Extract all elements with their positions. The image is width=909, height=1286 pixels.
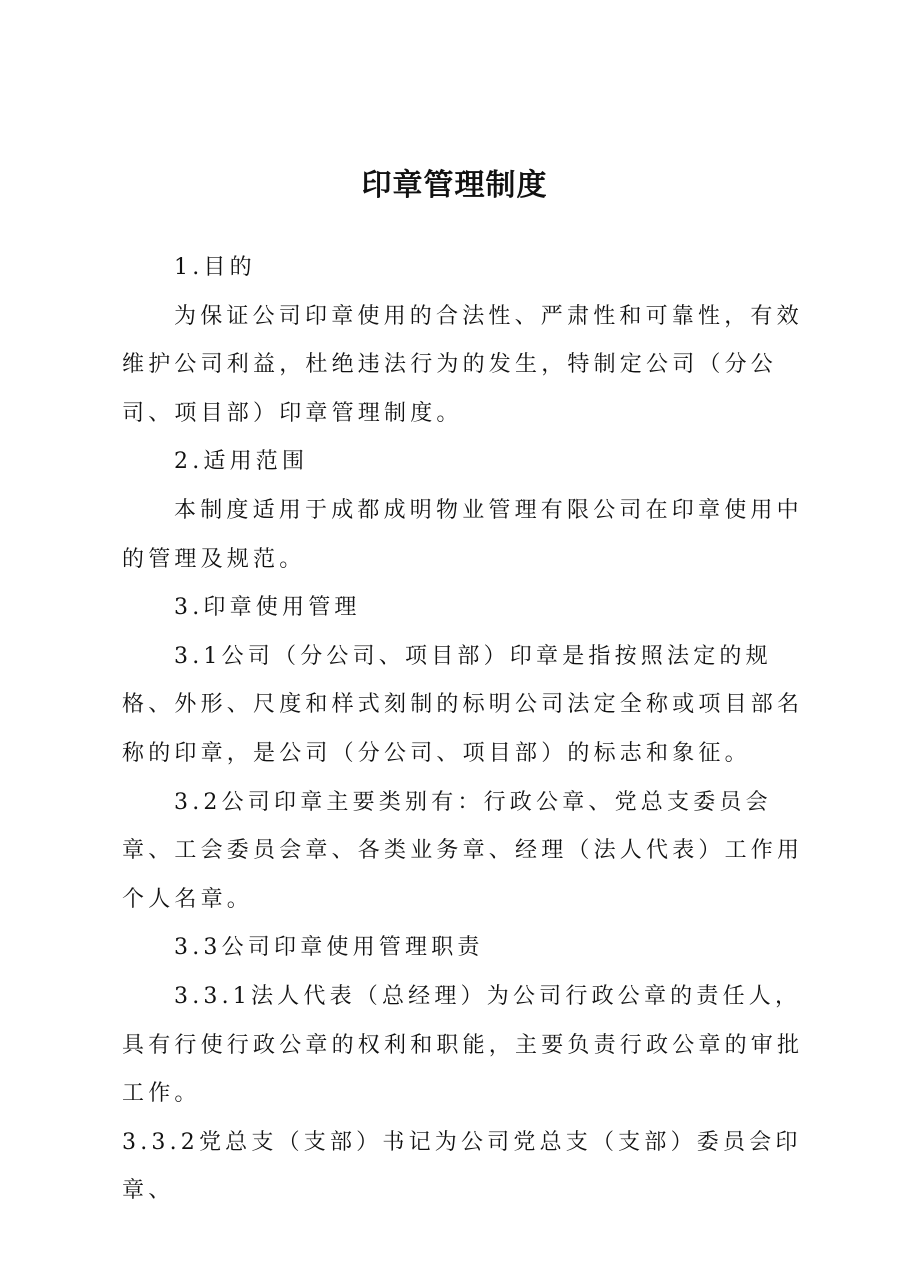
paragraph-3-3-1: 3.3.1法人代表（总经理）为公司行政公章的责任人，具有行使行政公章的权利和职能，主要负责行政公章的审批工作。 xyxy=(122,983,804,1107)
document-body xyxy=(122,244,822,1216)
paragraph-3-3-2: 3.3.2党总支（支部）书记为公司党总支（支部）委员会印章、 xyxy=(122,1129,802,1204)
paragraph-3-2: 3.2公司印章主要类别有：行政公章、党总支委员会章、工会委员会章、各类业务章、经理（法人代表）工作用个人名章。 xyxy=(122,789,804,912)
paragraph-3-1: 3.1公司（分公司、项目部）印章是指按照法定的规格、外形、尺度和样式刻制的标明公司法定全称或项目部名称的印章，是公司（分公司、项目部）的标志和象征。 xyxy=(122,643,804,766)
section-heading-seal-usage: 3.印章使用管理 xyxy=(174,595,361,621)
document-title: 印章管理制度 xyxy=(361,168,548,203)
paragraph-3-3: 3.3公司印章使用管理职责 xyxy=(174,935,484,961)
paragraph-purpose: 为保证公司印章使用的合法性、严肃性和可靠性，有效维护公司利益，杜绝违法行为的发生，特制定公司（分公司、项目部）印章管理制度。 xyxy=(122,303,803,426)
paragraph-scope: 本制度适用于成都成明物业管理有限公司在印章使用中的管理及规范。 xyxy=(122,497,803,572)
section-heading-scope: 2.适用范围 xyxy=(174,449,309,475)
section-heading-purpose: 1.目的 xyxy=(174,255,256,280)
